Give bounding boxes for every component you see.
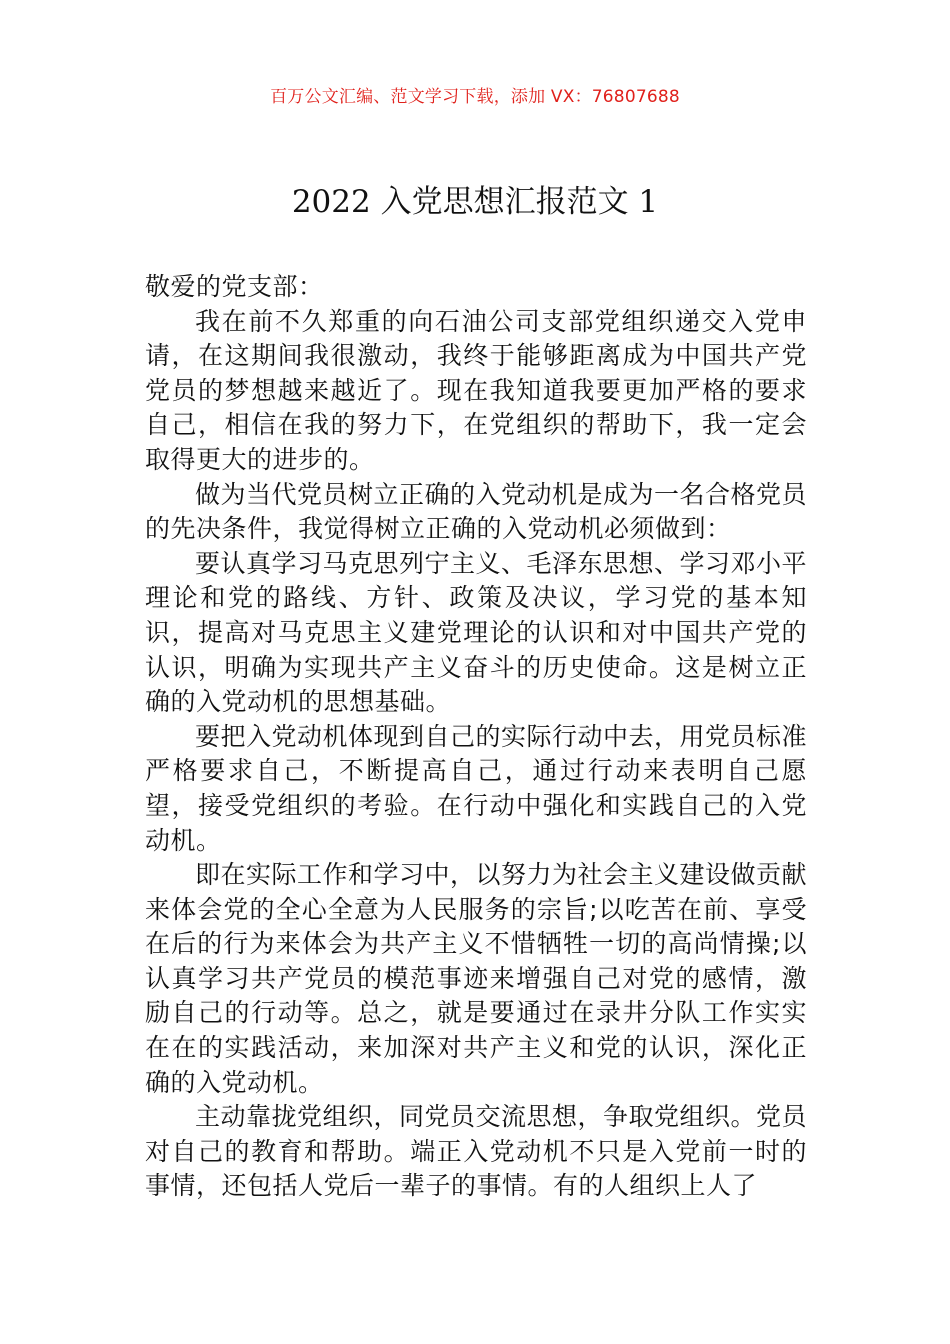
paragraph: 要认真学习马克思列宁主义、毛泽东思想、学习邓小平理论和党的路线、方针、政策及决议，学习党的基本知识，提高对马克思主义建党理论的认识和对中国共产党的认识，明确为实现共产主义奋斗的历史使命。这是树立正确的入党动机的思想基础。: [145, 548, 808, 717]
header-note: 百万公文汇编、范文学习下载，添加 VX：76807688: [270, 87, 680, 107]
paragraph: 我在前不久郑重的向石油公司支部党组织递交入党申请，在这期间我很激动，我终于能够距离成为中国共产党党员的梦想越来越近了。现在我知道我要更加严格的要求自己，相信在我的努力下，在党组织的帮助下，我一定会取得更大的进步的。: [145, 306, 807, 474]
paragraph: 做为当代党员树立正确的入党动机是成为一名合格党员的先决条件，我觉得树立正确的入党动机必须做到：: [145, 479, 808, 544]
paragraph: 即在实际工作和学习中，以努力为社会主义建设做贡献来体会党的全心全意为人民服务的宗旨;以吃苦在前、享受在后的行为来体会为共产主义不惜牺牲一切的高尚情操;以认真学习共产党员的模范事迹来增强自己对党的感情，激励自己的行动等。总之，就是要通过在录井分队工作实实在在的实践活动，来加深对共产主义和党的认识，深化正确的入党动机。: [145, 860, 808, 1097]
paragraph: 要把入党动机体现到自己的实际行动中去，用党员标准严格要求自己，不断提高自己，通过行动来表明自己愿望，接受党组织的考验。在行动中强化和实践自己的入党动机。: [145, 721, 808, 855]
document-title: 2022 入党思想汇报范文 1: [291, 184, 659, 220]
salutation: 敬爱的党支部：: [145, 272, 324, 301]
document-body: [145, 270, 807, 1204]
paragraph: 主动靠拢党组织，同党员交流思想，争取党组织。党员对自己的教育和帮助。端正入党动机不只是入党前一时的事情，还包括人党后一辈子的事情。有的人组织上人了: [145, 1102, 808, 1201]
